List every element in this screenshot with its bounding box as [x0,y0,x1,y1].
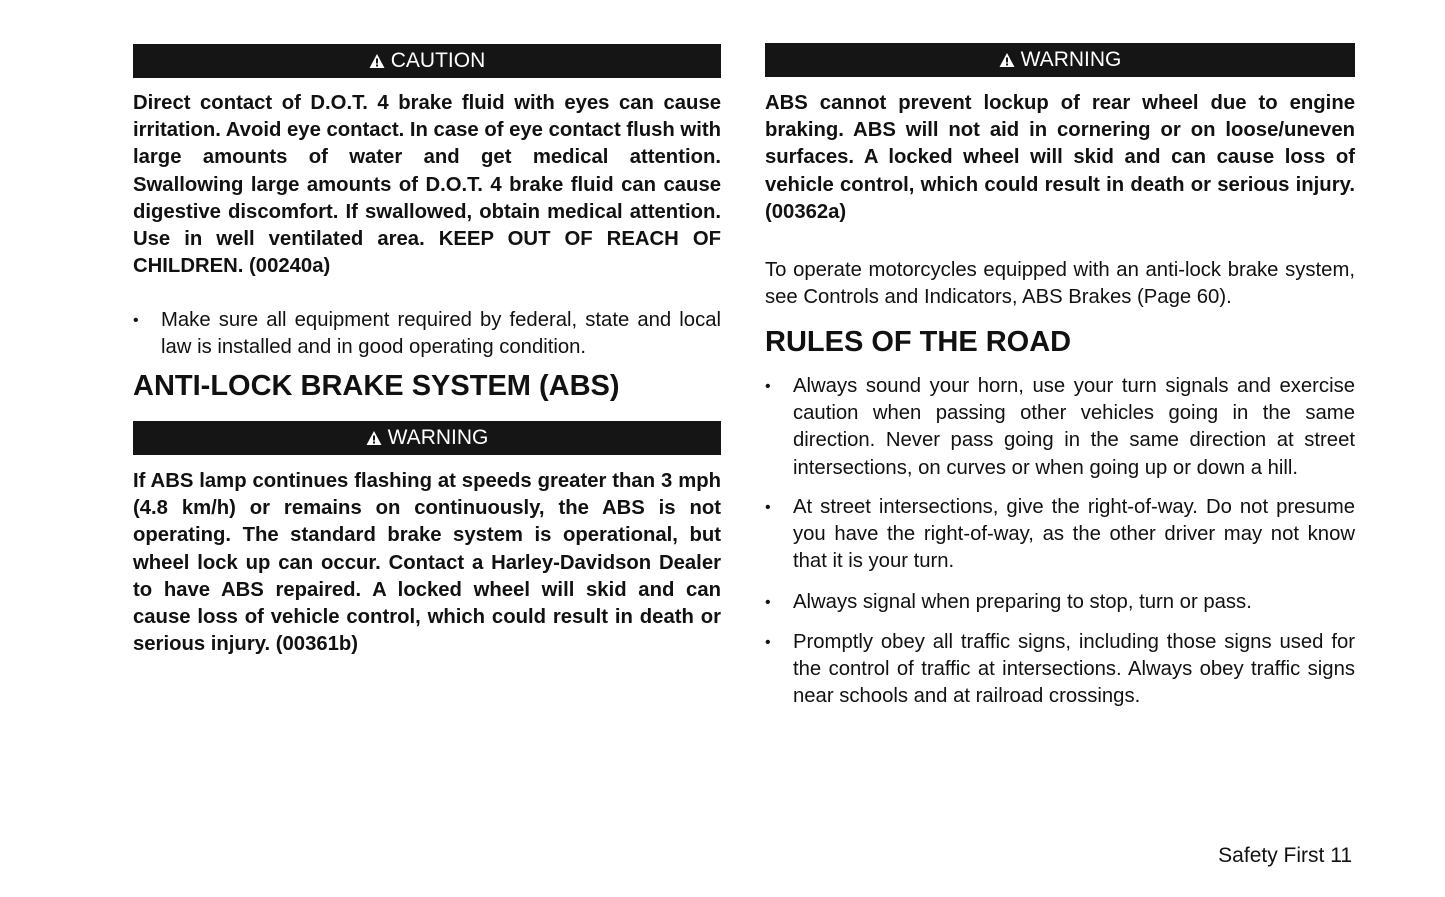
warning-label: WARNING [387,426,489,449]
warning-triangle-icon [999,52,1015,68]
list-item: • Always signal when preparing to stop, turn or pass. [765,589,1355,616]
bullet-list [765,629,1355,711]
caution-banner [133,44,721,78]
list-item: • Make sure all equipment required by federal, state and local law is installed and in good operating condition. [133,307,721,361]
warning-banner [133,421,721,455]
list-item: • At street intersections, give the right-of-way. Do not presume you have the right-of-way, as the other driver may not know that it is your turn. [765,494,1355,576]
warning-label: WARNING [1020,48,1122,71]
warning-text: If ABS lamp continues flashing at speeds greater than 3 mph (4.8 km/h) or remains on continuously, the ABS is not operating. The standard brake system is operational, but wheel lock up can occur. Contact a Harley-Davidson Dealer to have ABS repaired. A locked wheel will skid and can cause loss of vehicle control, which could result in death or serious injury. (00361b) [133,470,721,656]
warning-triangle-icon [369,53,385,69]
warning-text: ABS cannot prevent lockup of rear wheel due to engine braking. ABS will not aid in cornering or on loose/uneven surfaces. A locked wheel will skid and can cause loss of vehicle control, which could result in death or serious injury. (00362a) [765,92,1355,223]
bullet-list [765,373,1355,482]
warning-banner [765,43,1355,77]
caution-label: CAUTION [390,49,486,72]
caution-text: Direct contact of D.O.T. 4 brake fluid with eyes can cause irritation. Avoid eye contact. In case of eye contact flush with large amounts of water and get medical attention. Swallowing large amounts of D.O.T. 4 brake fluid can cause digestive discomfort. If swallowed, obtain medical attention. Use in well ventilated area. KEEP OUT OF REACH OF CHILDREN. (00240a) [133,92,721,278]
list-item: • Promptly obey all traffic signs, including those signs used for the control of traffic at intersections. Always obey traffic signs near schools and at railroad crossings. [765,629,1355,711]
list-item: • Always sound your horn, use your turn signals and exercise caution when passing other vehicles going in the same direction. Never pass going in the same direction at street intersections, on curves or when going up or down a hill. [765,373,1355,482]
bullet-list [765,494,1355,576]
section-heading-rules: RULES OF THE ROAD [765,326,1072,358]
warning-triangle-icon [366,430,382,446]
section-heading-abs: ANTI-LOCK BRAKE SYSTEM (ABS) [133,370,620,402]
page-footer: Safety First 11 [1218,844,1352,867]
bullet-list [765,589,1355,616]
abs-reference-paragraph: To operate motorcycles equipped with an anti-lock brake system, see Controls and Indicators, ABS Brakes (Page 60). [765,259,1355,309]
bullet-list [133,307,721,361]
